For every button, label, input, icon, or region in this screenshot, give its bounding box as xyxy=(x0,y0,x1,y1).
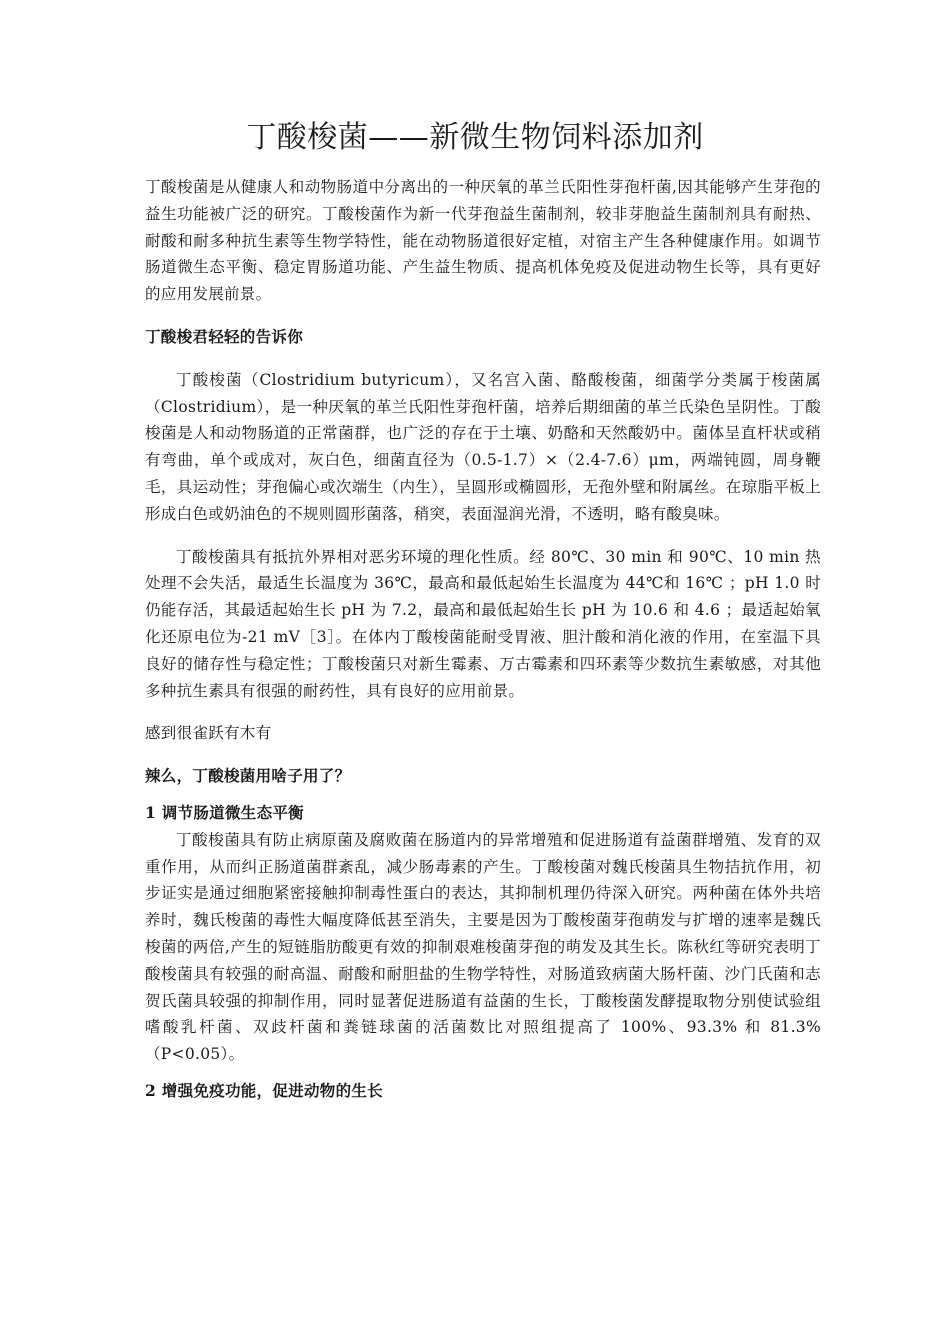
subsection-heading-1: 1 调节肠道微生态平衡 xyxy=(145,802,304,822)
document-body xyxy=(145,174,821,1105)
properties-paragraph: 丁酸梭菌具有抵抗外界相对恶劣环境的理化性质。经 80℃、30 min 和 90℃、10 min 热处理不会失活，最适生长温度为 36℃，最高和最低起始生长温度为 44℃和 16℃ ；pH 1.0 时仍能存活，其最适起始生长 pH 为 7.2，最高和最低起始生长 pH 为 10.6 和 4.6 ；最适起始氧化还原电位为-21 mV［3］。在体内丁酸梭菌能耐受胃液、胆汁酸和消化液的作用，在室温下具良好的储存性与稳定性；丁酸梭菌只对新生霉素、万古霉素和四环素等少数抗生素敏感，对其他多种抗生素具有很强的耐药性，具有良好的应用前景。 xyxy=(145,547,821,700)
section-heading-usage: 辣么，丁酸梭菌用啥子用了？ xyxy=(145,766,351,786)
plain-line: 感到很雀跃有木有 xyxy=(145,724,272,743)
document-title: 丁酸梭菌——新微生物饲料添加剂 xyxy=(246,120,704,155)
section-heading-intro: 丁酸梭君轻轻的告诉你 xyxy=(145,326,304,346)
description-paragraph: 丁酸梭菌（Clostridium butyricum），又名宫入菌、酪酸梭菌，细菌学分类属于梭菌属（Clostridium），是一种厌氧的革兰氏阳性芽孢杆菌，培养后期细菌的革兰氏染色呈阴性。丁酸梭菌是人和动物肠道的正常菌群，也广泛的存在于土壤、奶酪和天然酸奶中。菌体呈直杆状或稍有弯曲，单个或成对，灰白色，细菌直径为（0.5-1.7）×（2.4-7.6）μm，两端钝圆，周身鞭毛，具运动性；芽孢偏心或次端生（内生），呈圆形或椭圆形，无孢外壁和附属丝。在琼脂平板上形成白色或奶油色的不规则圆形菌落，稍突，表面湿润光滑，不透明，略有酸臭味。 xyxy=(145,370,821,523)
microecology-paragraph: 丁酸梭菌具有防止病原菌及腐败菌在肠道内的异常增殖和促进肠道有益菌群增殖、发育的双重作用，从而纠正肠道菌群紊乱，减少肠毒素的产生。丁酸梭菌对魏氏梭菌具生物拮抗作用，初步证实是通过细胞紧密接触抑制毒性蛋白的表达，其抑制机理仍待深入研究。两种菌在体外共培养时，魏氏梭菌的毒性大幅度降低甚至消失，主要是因为丁酸梭菌芽孢萌发与扩增的速率是魏氏梭菌的两倍,产生的短链脂肪酸更有效的抑制艰难梭菌芽孢的萌发及其生长。陈秋红等研究表明丁酸梭菌具有较强的耐高温、耐酸和耐胆盐的生物学特性，对肠道致病菌大肠杆菌、沙门氏菌和志贺氏菌具较强的抑制作用，同时显著促进肠道有益菌的生长，丁酸梭菌发酵提取物分别使试验组嗜酸乳杆菌、双歧杆菌和粪链球菌的活菌数比对照组提高了 100%、93.3% 和 81.3%（P<0.05）。 xyxy=(145,830,821,1064)
subsection-heading-2: 2 增强免疫功能，促进动物的生长 xyxy=(145,1080,383,1100)
intro-paragraph: 丁酸梭菌是从健康人和动物肠道中分离出的一种厌氧的革兰氏阳性芽孢杆菌,因其能够产生芽孢的益生功能被广泛的研究。丁酸梭菌作为新一代芽孢益生菌制剂，较非芽胞益生菌制剂具有耐热、耐酸和耐多种抗生素等生物学特性，能在动物肠道很好定植，对宿主产生各种健康作用。如调节肠道微生态平衡、稳定胃肠道功能、产生益生物质、提高机体免疫及促进动物生长等，具有更好的应用发展前景。 xyxy=(145,178,821,304)
